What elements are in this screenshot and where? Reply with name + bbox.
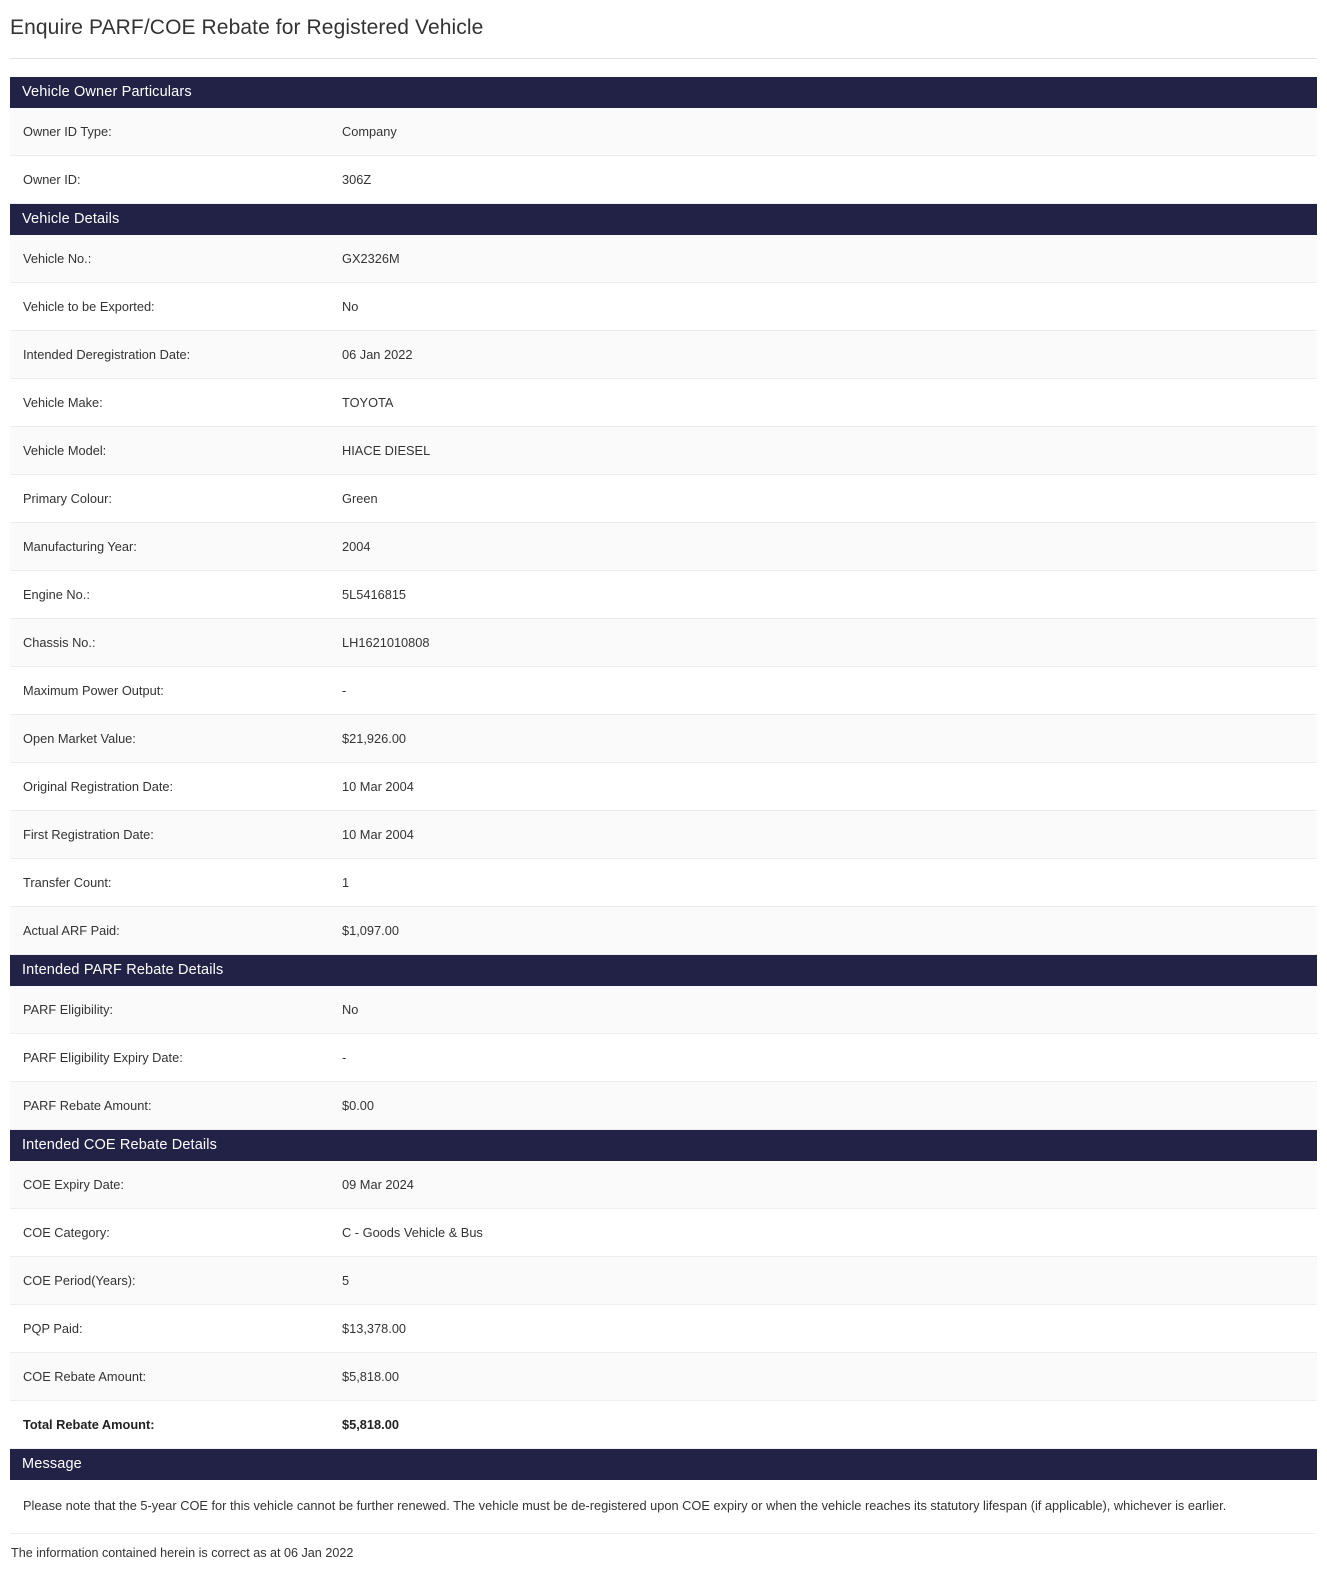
table-row: [10, 156, 1317, 204]
table-body: [10, 77, 1317, 1533]
field-value: $0.00: [340, 1082, 1317, 1130]
field-value: TOYOTA: [340, 379, 1317, 427]
field-value: Company: [340, 108, 1317, 156]
table-row: [10, 427, 1317, 475]
table-row: [10, 619, 1317, 667]
field-value: $5,818.00: [340, 1353, 1317, 1401]
table-row: [10, 715, 1317, 763]
field-value: $13,378.00: [340, 1305, 1317, 1353]
table-row: [10, 379, 1317, 427]
field-value: GX2326M: [340, 235, 1317, 283]
field-value: 1: [340, 859, 1317, 907]
table-row: [10, 1401, 1317, 1449]
section-header-label: Vehicle Details: [10, 204, 1317, 236]
field-label: Primary Colour:: [10, 475, 340, 523]
table-row: [10, 571, 1317, 619]
field-label: Maximum Power Output:: [10, 667, 340, 715]
section-header-label: Intended PARF Rebate Details: [10, 955, 1317, 987]
rebate-details-table: [10, 77, 1317, 1534]
section-header: [10, 204, 1317, 236]
field-label: Intended Deregistration Date:: [10, 331, 340, 379]
field-label: COE Period(Years):: [10, 1257, 340, 1305]
field-label: Transfer Count:: [10, 859, 340, 907]
field-label: PQP Paid:: [10, 1305, 340, 1353]
field-label: PARF Eligibility:: [10, 986, 340, 1034]
field-label: Vehicle Make:: [10, 379, 340, 427]
field-value: 306Z: [340, 156, 1317, 204]
field-label: Manufacturing Year:: [10, 523, 340, 571]
table-row: [10, 907, 1317, 955]
field-label: Owner ID:: [10, 156, 340, 204]
table-row: [10, 667, 1317, 715]
field-label: PARF Eligibility Expiry Date:: [10, 1034, 340, 1082]
table-row: [10, 859, 1317, 907]
field-value: No: [340, 986, 1317, 1034]
field-value: -: [340, 667, 1317, 715]
field-label: Total Rebate Amount:: [10, 1401, 340, 1449]
table-row: [10, 1034, 1317, 1082]
table-row: [10, 235, 1317, 283]
field-label: COE Category:: [10, 1209, 340, 1257]
field-value: -: [340, 1034, 1317, 1082]
field-value: 5: [340, 1257, 1317, 1305]
field-value: 10 Mar 2004: [340, 763, 1317, 811]
field-label: COE Expiry Date:: [10, 1161, 340, 1209]
table-row: [10, 1257, 1317, 1305]
field-value: 06 Jan 2022: [340, 331, 1317, 379]
page-title: Enquire PARF/COE Rebate for Registered Vehicle: [10, 16, 484, 39]
field-value: $5,818.00: [340, 1401, 1317, 1449]
field-value: 2004: [340, 523, 1317, 571]
footnote: The information contained herein is correct as at 06 Jan 2022: [11, 1545, 354, 1560]
section-header: [10, 1130, 1317, 1162]
table-row: [10, 763, 1317, 811]
field-label: PARF Rebate Amount:: [10, 1082, 340, 1130]
section-header: [10, 1449, 1317, 1481]
field-value: Green: [340, 475, 1317, 523]
section-header: [10, 77, 1317, 108]
table-row: [10, 986, 1317, 1034]
section-header-label: Message: [10, 1449, 1317, 1481]
field-value: No: [340, 283, 1317, 331]
table-row: [10, 1209, 1317, 1257]
field-label: Actual ARF Paid:: [10, 907, 340, 955]
field-label: Original Registration Date:: [10, 763, 340, 811]
field-value: 09 Mar 2024: [340, 1161, 1317, 1209]
message-row: [10, 1480, 1317, 1533]
message-text: Please note that the 5-year COE for this vehicle cannot be further renewed. The vehicle must be de-registered upon COE expiry or when the vehicle reaches its statutory lifespan (if applicable), whichever is earlier.: [10, 1480, 1317, 1533]
field-value: $1,097.00: [340, 907, 1317, 955]
field-value: 5L5416815: [340, 571, 1317, 619]
field-value: LH1621010808: [340, 619, 1317, 667]
table-row: [10, 1353, 1317, 1401]
title-divider: [10, 58, 1317, 59]
table-row: [10, 1161, 1317, 1209]
field-value: HIACE DIESEL: [340, 427, 1317, 475]
table-row: [10, 811, 1317, 859]
section-header-label: Vehicle Owner Particulars: [10, 77, 1317, 108]
field-label: Vehicle Model:: [10, 427, 340, 475]
table-row: [10, 331, 1317, 379]
field-value: C - Goods Vehicle & Bus: [340, 1209, 1317, 1257]
table-row: [10, 283, 1317, 331]
table-row: [10, 523, 1317, 571]
field-label: Vehicle No.:: [10, 235, 340, 283]
table-row: [10, 1305, 1317, 1353]
table-row: [10, 475, 1317, 523]
field-label: Owner ID Type:: [10, 108, 340, 156]
field-label: First Registration Date:: [10, 811, 340, 859]
field-value: 10 Mar 2004: [340, 811, 1317, 859]
field-label: Chassis No.:: [10, 619, 340, 667]
field-value: $21,926.00: [340, 715, 1317, 763]
table-row: [10, 1082, 1317, 1130]
table-row: [10, 108, 1317, 156]
section-header-label: Intended COE Rebate Details: [10, 1130, 1317, 1162]
field-label: COE Rebate Amount:: [10, 1353, 340, 1401]
section-header: [10, 955, 1317, 987]
field-label: Engine No.:: [10, 571, 340, 619]
field-label: Open Market Value:: [10, 715, 340, 763]
field-label: Vehicle to be Exported:: [10, 283, 340, 331]
